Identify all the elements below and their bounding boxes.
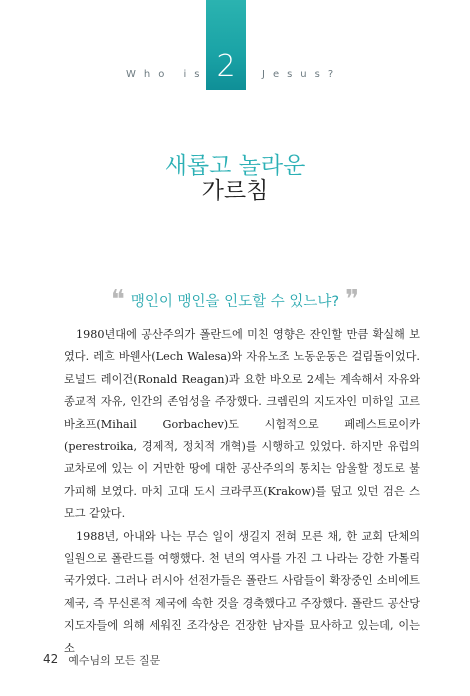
book-title: 예수님의 모든 질문 [68,654,161,667]
chapter-tab [206,0,246,90]
section-question [0,287,470,313]
chapter-title-line2: 가르침 [201,178,269,204]
page-footer [43,652,160,668]
page-number: 42 [43,652,59,666]
series-title-left: Who is [126,69,208,80]
open-quote-icon: ❝ [110,285,125,315]
paragraph-2: 1988년, 아내와 나는 무슨 일이 생길지 전혀 모른 채, 한 교회 단체의 일원으로 폴란드를 여행했다. 천 년의 역사를 가진 그 나라는 강한 가톨릭 국가였다. 그러나 러시아 선전가들은 폴란드 사람들이 확장중인 소비에트 제국, 즉 무신론적 제국에 속한 것을 경축했다고 주장했다. 폴란드 공산당 지도자들에 의해 세워진 조각상은 건장한 남자를 묘사하고 있는데, 이는 소 [64,529,420,655]
question-text: 맹인이 맹인을 인도할 수 있느냐? [130,293,340,310]
body-text [64,324,420,660]
close-quote-icon: ❞ [345,285,360,315]
series-title-right: Jesus? [262,69,342,80]
chapter-number: 2 [216,49,236,84]
paragraph-1: 1980년대에 공산주의가 폴란드에 미친 영향은 잔인할 만큼 확실해 보였다. 레흐 바웬사(Lech Walesa)와 자유노조 노동운동은 걸림돌이었다. 로널드 레이건(Ronald Reagan)과 요한 바오로 2세는 계속해서 자유와 종교적 자유, 인간의 존엄성을 주장했다. 크렘린의 지도자인 미하일 고르바초프(Mihail Gorbachev)도 시험적으로 페레스트로이카(perestroika, 경제적, 정치적 개혁)를 시행하고 있었다. 하지만 유럽의 교차로에 있는 이 거만한 땅에 대한 공산주의의 통치는 암울할 정도로 불가피해 보였다. 마치 고대 도시 크라쿠프(Krakow)를 덮고 있던 검은 스모그 같았다. [64,328,420,521]
chapter-title-line1: 새롭고 놀라운 [164,153,306,179]
